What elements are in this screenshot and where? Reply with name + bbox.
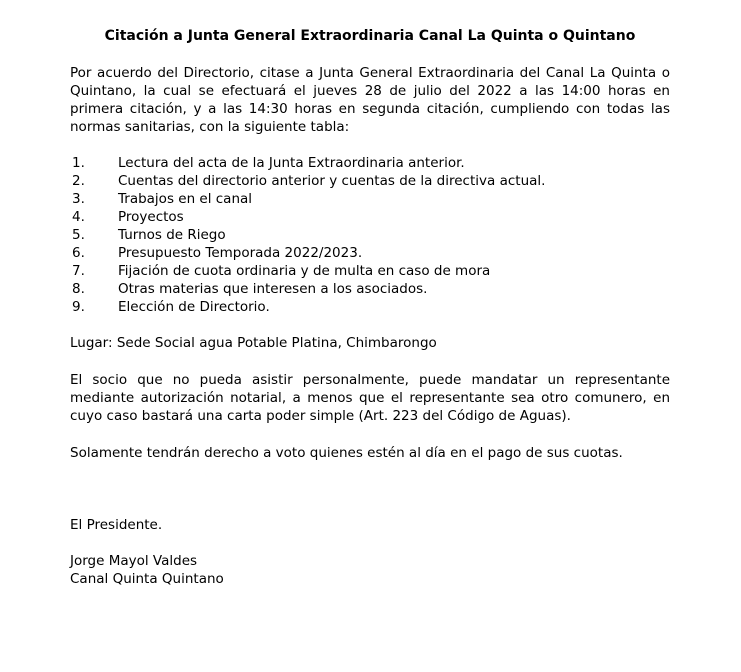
agenda-item [70, 298, 670, 316]
agenda-item-number: 7. [72, 263, 85, 279]
agenda-item-number: 8. [72, 281, 85, 297]
agenda-list [70, 154, 670, 316]
intro-paragraph: Por acuerdo del Directorio, citase a Junta General Extraordinaria del Canal La Quinta o Quintano, la cual se efectuará el jueves 28 de julio del 2022 a las 14:00 horas en primera citación, y a las 14:30 horas en segunda citación, cumpliendo con todas las normas sanitarias, con la siguiente tabla: [70, 65, 670, 135]
agenda-item-number: 4. [72, 209, 85, 225]
document-title: Citación a Junta General Extraordinaria Canal La Quinta o Quintano [104, 28, 636, 44]
agenda-item [70, 190, 670, 208]
agenda-item [70, 154, 670, 172]
agenda-item-text: Cuentas del directorio anterior y cuentas de la directiva actual. [118, 173, 546, 189]
location-line: Lugar: Sede Social agua Potable Platina, Chimbarongo [70, 335, 437, 351]
agenda-item-number: 9. [72, 299, 85, 315]
proxy-paragraph: El socio que no pueda asistir personalmente, puede mandatar un representante mediante autorización notarial, a menos que el representante sea otro comunero, en cuyo caso bastará una carta poder simple (Art. 223 del Código de Aguas). [70, 372, 670, 424]
agenda-item-number: 6. [72, 245, 85, 261]
agenda-item-text: Lectura del acta de la Junta Extraordinaria anterior. [118, 155, 465, 171]
closing-line: El Presidente. [70, 517, 163, 533]
agenda-item-text: Turnos de Riego [118, 227, 226, 243]
agenda-item-number: 5. [72, 227, 85, 243]
agenda-item [70, 262, 670, 280]
agenda-item-text: Fijación de cuota ordinaria y de multa en caso de mora [118, 263, 491, 279]
agenda-item [70, 226, 670, 244]
agenda-item-text: Elección de Directorio. [118, 299, 270, 315]
signature-organization: Canal Quinta Quintano [70, 571, 224, 587]
agenda-item-text: Otras materias que interesen a los asociados. [118, 281, 428, 297]
signature-name: Jorge Mayol Valdes [70, 553, 198, 569]
agenda-item-text: Proyectos [118, 209, 184, 225]
agenda-item [70, 244, 670, 262]
agenda-item-number: 1. [72, 155, 85, 171]
agenda-item-number: 2. [72, 173, 85, 189]
agenda-item [70, 172, 670, 190]
agenda-item [70, 280, 670, 298]
agenda-item-text: Presupuesto Temporada 2022/2023. [118, 245, 363, 261]
agenda-item [70, 208, 670, 226]
agenda-item-text: Trabajos en el canal [118, 191, 253, 207]
agenda-item-number: 3. [72, 191, 85, 207]
voting-paragraph: Solamente tendrán derecho a voto quienes estén al día en el pago de sus cuotas. [70, 445, 623, 461]
